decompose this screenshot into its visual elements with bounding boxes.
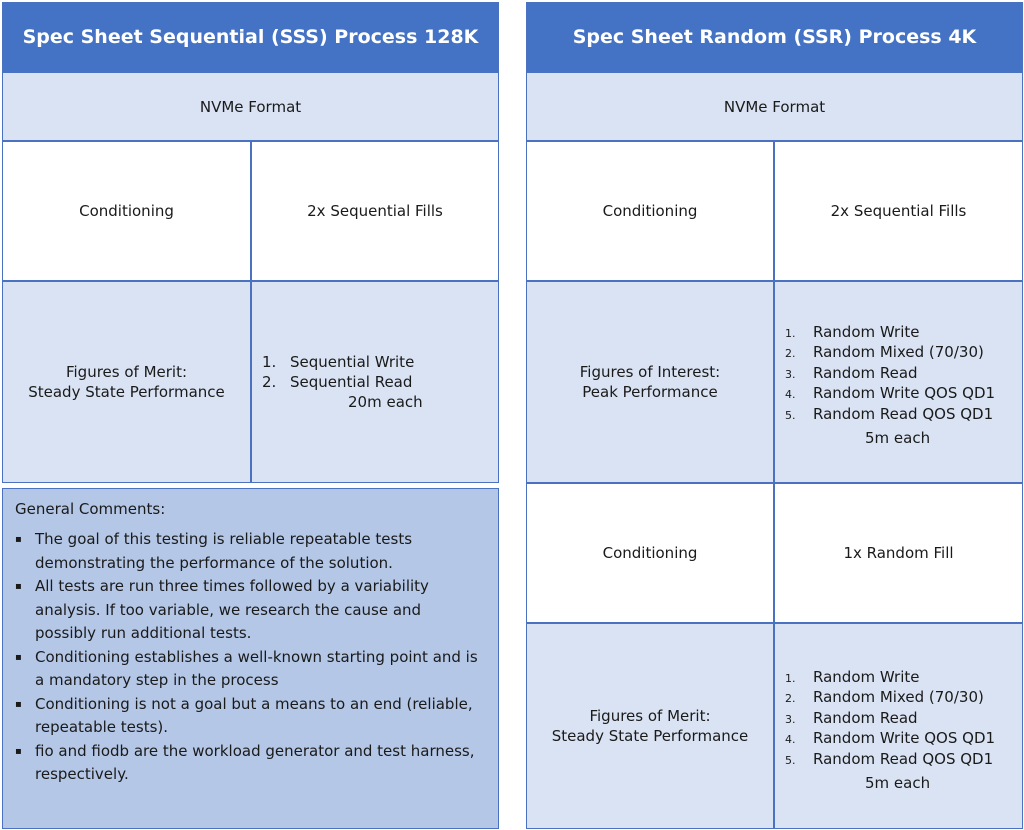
ssr-interest-label-cell: [526, 281, 774, 483]
sss-title: Spec Sheet Sequential (SSS) Process 128K: [22, 26, 479, 48]
ssr-merit-list-cell: [774, 623, 1023, 829]
ssr-conditioning1-label-cell: [526, 141, 774, 281]
ssr-interest-list-cell: [774, 281, 1023, 483]
sss-merit-list: [262, 353, 487, 392]
list-item: [785, 668, 1020, 688]
ssr-conditioning1-label: Conditioning: [602, 202, 698, 220]
sss-conditioning-value-cell: [251, 141, 499, 281]
ssr-title: Spec Sheet Random (SSR) Process 4K: [572, 26, 977, 48]
list-text: Random Write: [813, 668, 920, 686]
list-item: [785, 709, 1020, 729]
sss-format-label: NVMe Format: [199, 97, 302, 116]
list-number: 5.: [785, 753, 796, 767]
comment-bullet: ▪ Conditioning is not a goal but a means to an end (reliable, repeatable tests).: [15, 693, 486, 740]
sss-merit-label: [28, 362, 225, 402]
list-text: Random Read QOS QD1: [813, 749, 994, 768]
ssr-conditioning2-value-cell: [774, 483, 1023, 623]
ssr-merit-list: [785, 668, 1020, 770]
ssr-interest-label-line2: Peak Performance: [582, 383, 718, 401]
ssr-merit-label-line1: Figures of Merit:: [589, 707, 711, 725]
list-text: Random Write: [813, 323, 920, 341]
sss-conditioning-value: 2x Sequential Fills: [307, 202, 443, 220]
ssr-merit-note: 5m each: [865, 774, 931, 793]
ssr-conditioning1-value: 2x Sequential Fills: [830, 202, 967, 220]
ssr-merit-label-cell: [526, 623, 774, 829]
list-number: 4.: [785, 733, 796, 747]
list-text: Random Mixed (70/30): [813, 343, 984, 362]
ssr-interest-list: [785, 323, 1020, 425]
sss-merit-label-line1: Figures of Merit:: [65, 363, 188, 381]
list-number: 5.: [785, 408, 796, 422]
list-item: [785, 729, 1020, 749]
comment-bullet: ▪ All tests are run three times followed by a variability analysis. If too variable, we research the cause and possibly run additional tests.: [15, 575, 486, 646]
ssr-format-cell: [526, 72, 1023, 141]
list-text: Random Read: [813, 708, 918, 727]
list-number: 3.: [785, 712, 796, 726]
sss-merit-note: 20m each: [348, 393, 423, 411]
list-number: 4.: [785, 388, 796, 402]
list-item: [785, 405, 1020, 425]
sss-merit-list-cell: [251, 281, 499, 483]
list-number: 3.: [785, 367, 796, 381]
list-item: [785, 688, 1020, 708]
list-text: Random Mixed (70/30): [813, 688, 984, 707]
ssr-interest-label: [580, 362, 720, 402]
sss-merit-label-line2: Steady State Performance: [28, 383, 225, 401]
comment-bullet: ▪ fio and fiodb are the workload generator and test harness, respectively.: [15, 740, 486, 787]
list-number: 1.: [785, 327, 796, 340]
list-number: 2.: [785, 692, 796, 706]
ssr-format-label: NVMe Format: [723, 97, 826, 116]
ssr-title-cell: [526, 2, 1023, 72]
ssr-interest-label-line1: Figures of Interest:: [579, 363, 721, 381]
sss-conditioning-label: Conditioning: [79, 202, 174, 220]
sss-merit-label-cell: [2, 281, 251, 483]
list-text: Sequential Write: [290, 353, 415, 371]
list-number: 2.: [262, 372, 277, 391]
sss-title-cell: [2, 2, 499, 72]
list-item: [785, 750, 1020, 770]
ssr-merit-label: [552, 706, 749, 746]
comment-bullet: ▪ Conditioning establishes a well-known starting point and is a mandatory step in the process: [15, 646, 486, 693]
list-number: 2.: [785, 347, 796, 361]
list-item: [262, 353, 487, 373]
list-item: [262, 373, 487, 393]
list-text: Random Read QOS QD1: [813, 404, 994, 423]
sss-conditioning-label-cell: [2, 141, 251, 281]
comment-bullet: ▪ The goal of this testing is reliable repeatable tests demonstrating the performance of the solution.: [15, 528, 486, 575]
comments-list: [15, 528, 486, 787]
sss-format-cell: [2, 72, 499, 141]
ssr-interest-note: 5m each: [865, 429, 931, 448]
ssr-conditioning2-label-cell: [526, 483, 774, 623]
list-number: 1.: [262, 353, 277, 371]
list-item: [785, 343, 1020, 363]
comments-title: General Comments:: [15, 500, 166, 518]
list-text: Random Read: [813, 363, 918, 382]
list-item: [785, 323, 1020, 343]
ssr-conditioning2-label: Conditioning: [602, 544, 698, 562]
list-text: Random Write QOS QD1: [813, 384, 996, 403]
general-comments-panel: [2, 488, 499, 829]
list-text: Random Write QOS QD1: [813, 729, 996, 748]
ssr-conditioning1-value-cell: [774, 141, 1023, 281]
list-item: [785, 384, 1020, 404]
list-number: 1.: [785, 672, 796, 685]
ssr-conditioning2-value: 1x Random Fill: [843, 544, 954, 562]
ssr-merit-label-line2: Steady State Performance: [551, 727, 749, 745]
list-text: Sequential Read: [290, 372, 413, 391]
list-item: [785, 364, 1020, 384]
